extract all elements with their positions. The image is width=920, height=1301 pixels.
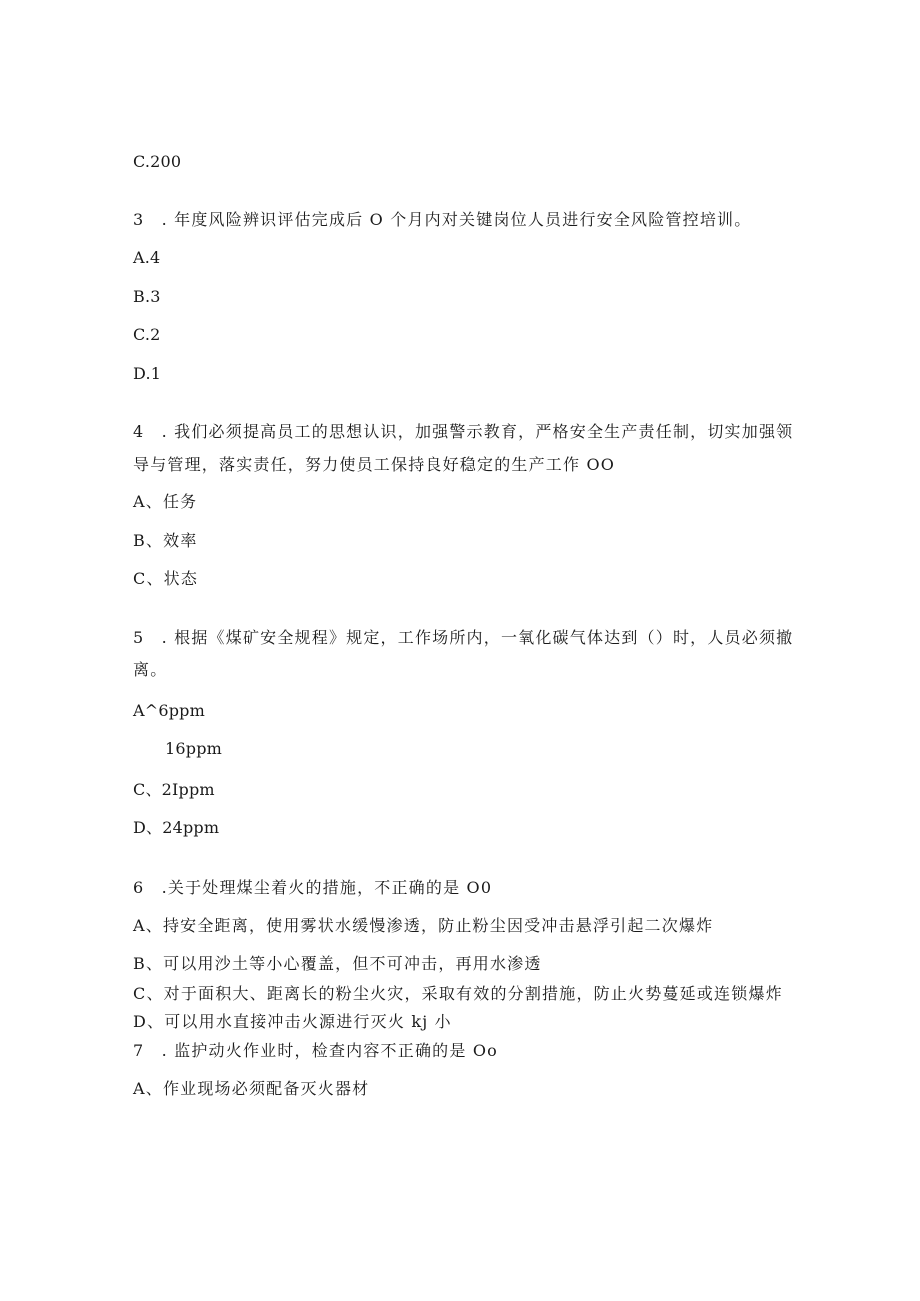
option-c-prev-question: C.200	[133, 152, 182, 171]
question-3-stem: 3 . 年度风险辨识评估完成后 O 个月内对关键岗位人员进行安全风险管控培训。	[133, 210, 752, 229]
question-4-stem-line-1: 4 . 我们必须提高员工的思想认识，加强警示教育，严格安全生产责任制，切实加强领	[133, 422, 794, 441]
question-3-option-a: A.4	[133, 248, 161, 267]
question-6-stem: 6 .关于处理煤尘着火的措施，不正确的是 O0	[133, 878, 493, 897]
question-4-stem-line-2: 导与管理，落实责任，努力使员工保持良好稳定的生产工作 OO	[133, 455, 616, 474]
question-6-option-b: B、可以用沙土等小心覆盖，但不可冲击，再用水渗透	[133, 954, 542, 973]
question-5-option-b: 16ppm	[165, 739, 223, 758]
question-7-option-a: A、作业现场必须配备灭火器材	[133, 1079, 370, 1098]
question-5-stem-line-2: 离。	[133, 660, 168, 679]
question-4-option-c: C、状态	[133, 569, 199, 588]
question-5-stem-line-1: 5 . 根据《煤矿安全规程》规定，工作场所内，一氧化碳气体达到（）时，人员必须撤	[133, 628, 794, 647]
question-6-option-d: D、可以用水直接冲击火源进行灭火 kj 小	[133, 1012, 452, 1031]
question-4-option-a: A、任务	[133, 492, 198, 511]
question-5-option-c: C、2Ippm	[133, 780, 215, 799]
question-6-option-a: A、持安全距离，使用雾状水缓慢渗透，防止粉尘因受冲击悬浮引起二次爆炸	[133, 916, 714, 935]
question-3-option-d: D.1	[133, 364, 162, 383]
question-7-stem: 7 . 监护动火作业时，检查内容不正确的是 Oo	[133, 1041, 498, 1060]
question-4-option-b: B、效率	[133, 531, 198, 550]
question-3-option-c: C.2	[133, 325, 161, 344]
question-6-option-c: C、对于面积大、距离长的粉尘火灾，采取有效的分割措施，防止火势蔓延或连锁爆炸	[133, 984, 783, 1003]
question-5-option-d: D、24ppm	[133, 818, 220, 837]
question-5-option-a: A^6ppm	[133, 701, 205, 720]
question-3-option-b: B.3	[133, 287, 161, 306]
